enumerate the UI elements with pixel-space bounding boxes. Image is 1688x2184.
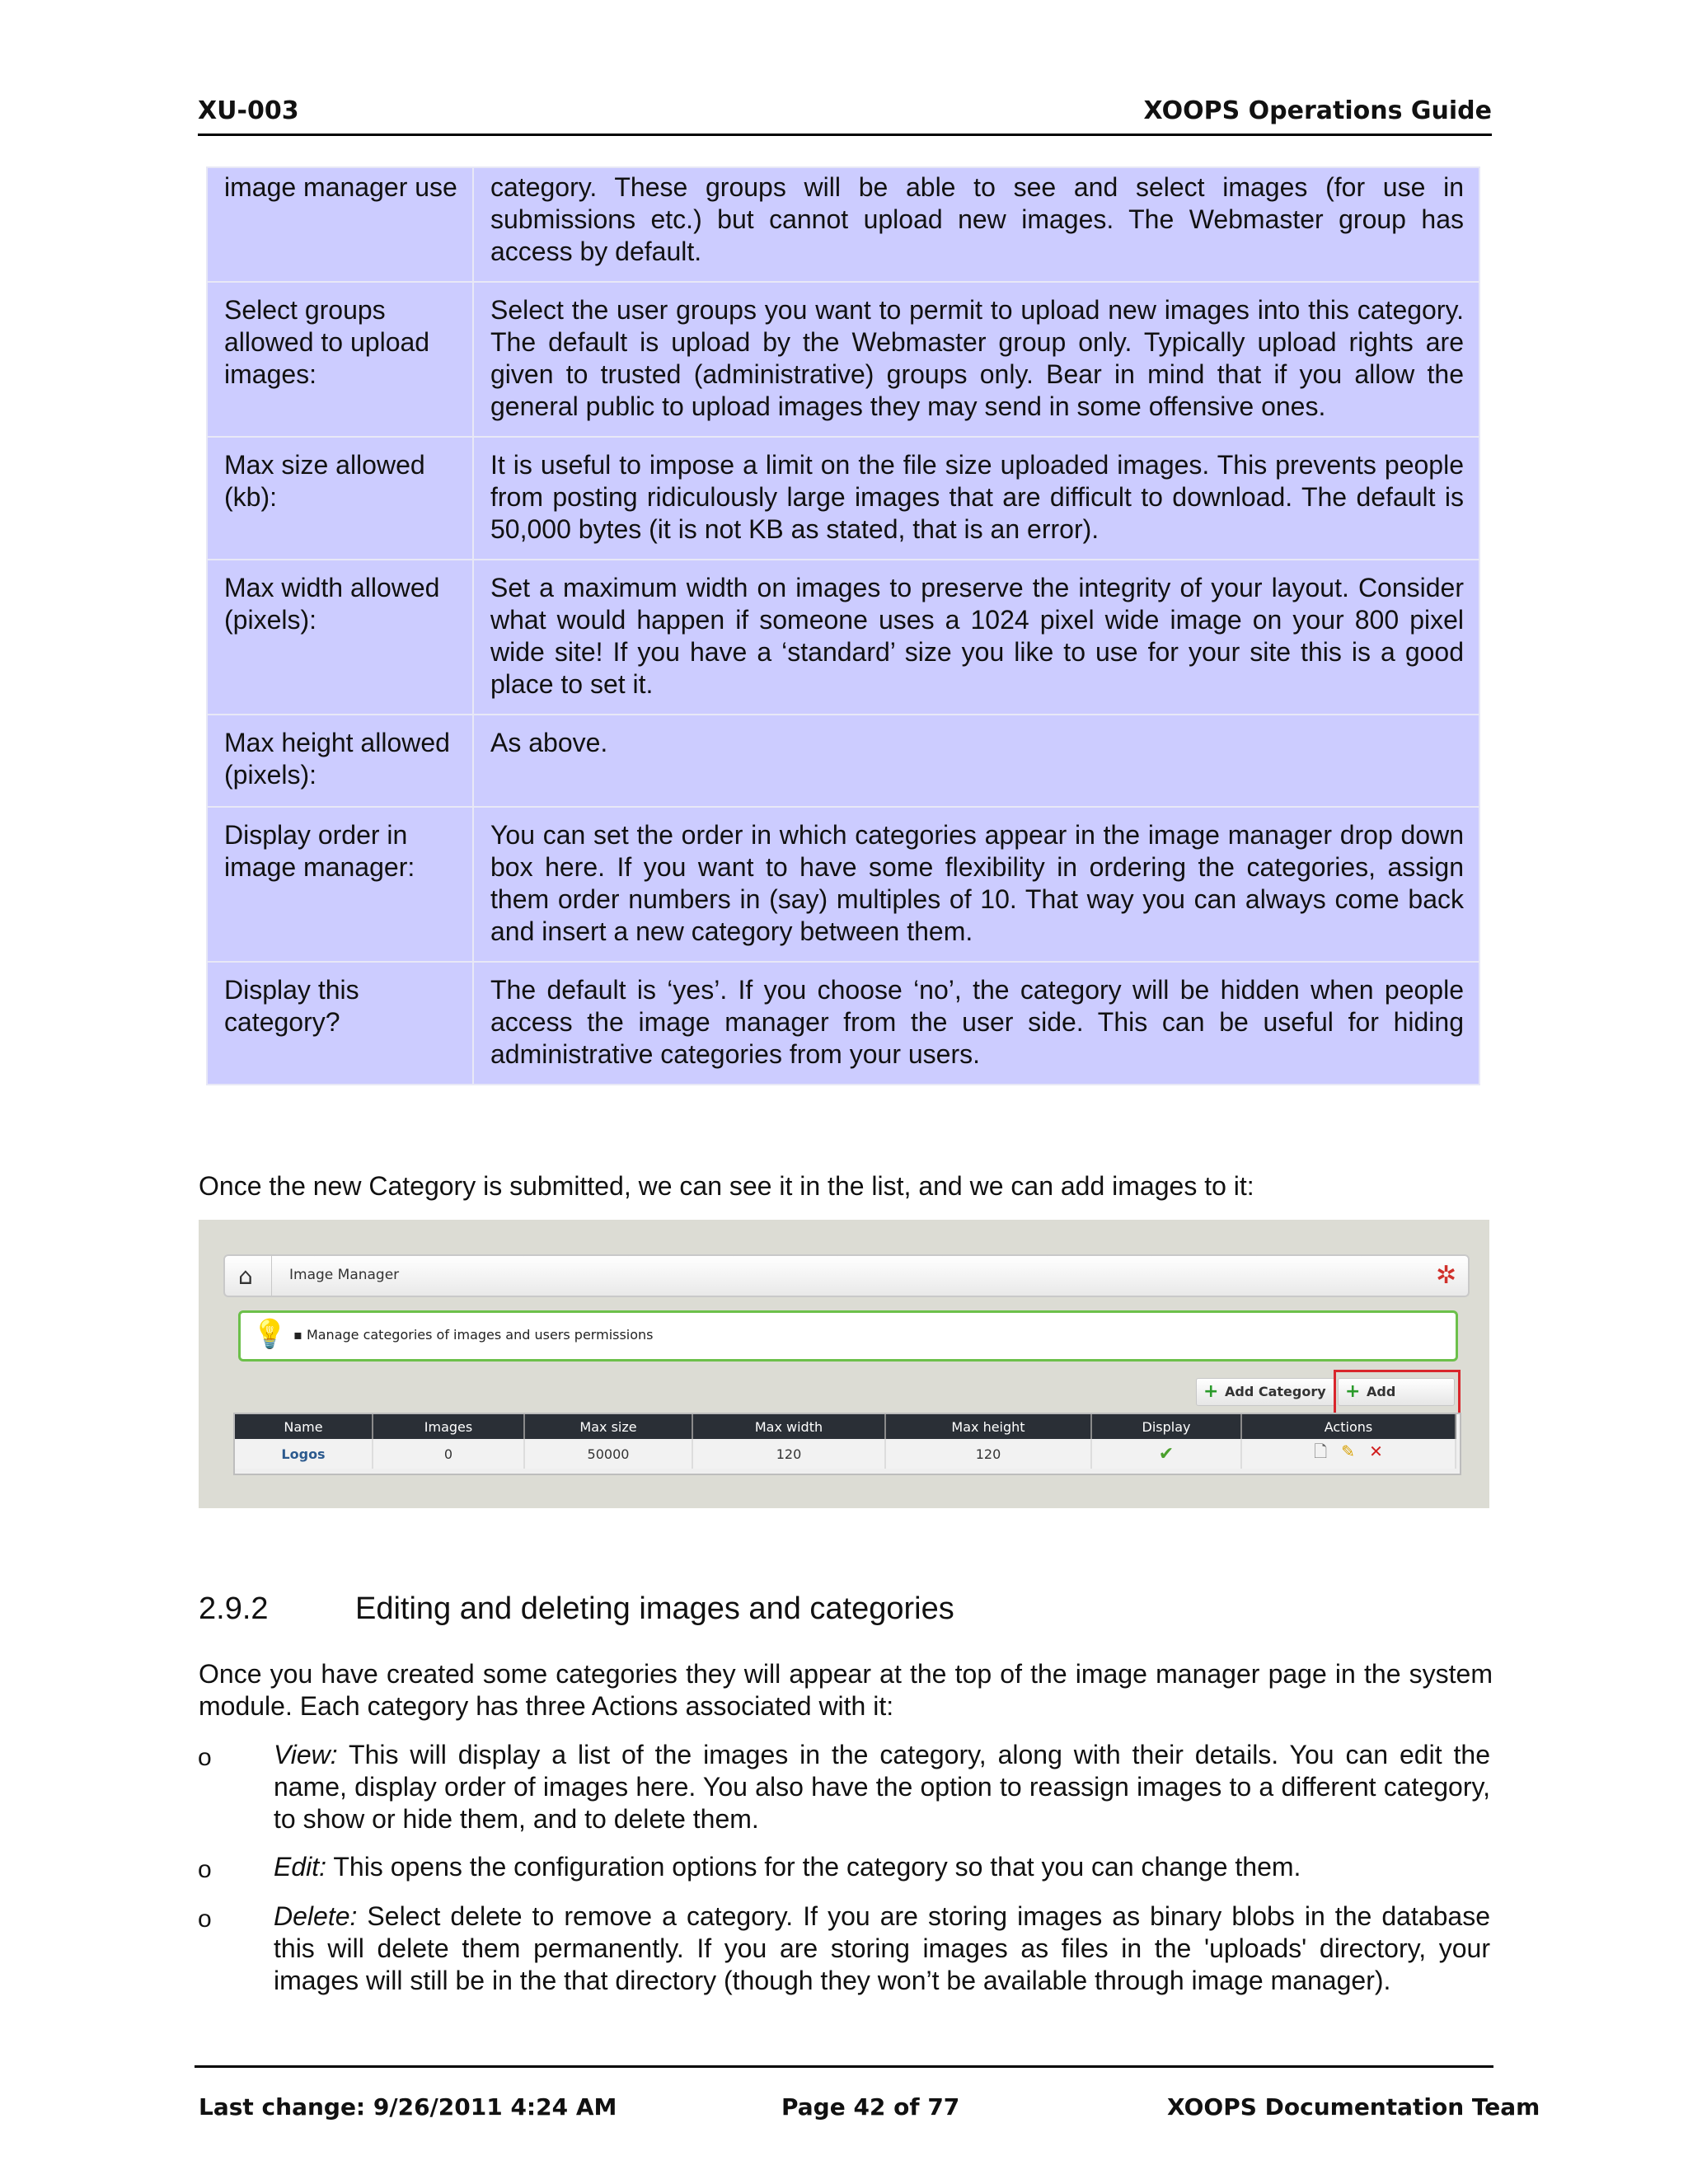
section-intro: Once you have created some categories they will appear at the top of the image manager page in the system module. Each category has three Actions associated with it: (199, 1659, 1493, 1721)
checkmark-icon: ✔ (1158, 1443, 1175, 1465)
add-category-button[interactable]: + Add Category (1196, 1378, 1336, 1406)
highlight-box (1334, 1370, 1461, 1419)
bullet-marker: o (198, 1744, 212, 1771)
option-label: Max height allowed (pixels): (207, 715, 473, 807)
footer-last-change: Last change: 9/26/2011 4:24 AM (199, 2093, 617, 2121)
column-header: Name (235, 1414, 373, 1439)
table-row (235, 1439, 1456, 1469)
edit-icon[interactable]: ✎ (1341, 1441, 1356, 1461)
option-label: image manager use (207, 167, 473, 282)
tip-box (238, 1310, 1458, 1361)
table-row (207, 807, 1479, 962)
lightbulb-icon: 💡 (252, 1318, 288, 1351)
doc-title: XOOPS Operations Guide (1143, 96, 1492, 125)
option-description: As above. (473, 715, 1479, 807)
table-row (207, 282, 1479, 437)
option-description: The default is ‘yes’. If you choose ‘no’, the category will be hidden when people access the image manager from the user side. This can be useful for hiding administrative categories from your users. (473, 962, 1479, 1085)
view-icon[interactable]: 🗋 (1314, 1441, 1328, 1461)
column-header: Max width (692, 1414, 885, 1439)
footer-page-number: Page 42 of 77 (781, 2093, 960, 2121)
option-label: Display this category? (207, 962, 473, 1085)
images-count: 0 (373, 1439, 524, 1469)
table-row (207, 437, 1479, 560)
category-options-table (206, 166, 1480, 1085)
column-header: Images (373, 1414, 524, 1439)
table-row (207, 715, 1479, 807)
doc-id: XU-003 (198, 96, 299, 125)
breadcrumb (223, 1254, 1470, 1297)
column-header: Max height (885, 1414, 1091, 1439)
table-row (207, 560, 1479, 715)
list-item: Edit: This opens the configuration options for the category so that you can change them. (274, 1852, 1301, 1882)
intro-paragraph: Once the new Category is submitted, we can see it in the list, and we can add images to it: (199, 1171, 1254, 1201)
option-description: You can set the order in which categories appear in the image manager drop down box here. If you want to have some flexibility in ordering the categories, assign them order numbers in (say) multiples of 10. That way you can always come back and insert a new category between them. (473, 807, 1479, 962)
section-number: 2.9.2 (199, 1591, 269, 1626)
page-header (198, 92, 1492, 136)
tip-text: ▪ Manage categories of images and users permissions (293, 1327, 654, 1343)
table-row (207, 167, 1479, 282)
bullet-marker: o (198, 1905, 212, 1933)
breadcrumb-title[interactable]: Image Manager (289, 1267, 400, 1283)
add-image-button[interactable]: + Add (1338, 1378, 1455, 1406)
home-icon[interactable]: ⌂ (238, 1263, 253, 1290)
list-item: Delete: Select delete to remove a category. If you are storing images as binary blobs in the database this will delete them permanently. If you are storing images as files in the 'uploads' directory, your images will still be in the that directory (though they won’t be available through image manager). (274, 1901, 1490, 1995)
delete-icon[interactable]: ✕ (1369, 1441, 1383, 1461)
option-label: Max width allowed (pixels): (207, 560, 473, 715)
category-name-link[interactable]: Logos (235, 1439, 373, 1469)
list-item: View: This will display a list of the images in the category, along with their details. You can edit the name, display order of images here. You also have the option to reassign images to a different category, to show or hide them, and to delete them. (274, 1740, 1490, 1834)
image-manager-screenshot (199, 1220, 1489, 1508)
section-title: Editing and deleting images and categories (355, 1591, 954, 1626)
plus-icon: + (1203, 1381, 1219, 1402)
max-height-value: 120 (885, 1439, 1091, 1469)
divider (271, 1256, 272, 1296)
actions-cell (1241, 1439, 1456, 1469)
table-row (207, 962, 1479, 1085)
column-header: Max size (524, 1414, 692, 1439)
footer-divider (195, 2065, 1493, 2068)
option-label: Max size allowed (kb): (207, 437, 473, 560)
max-width-value: 120 (692, 1439, 885, 1469)
bullet-marker: o (198, 1856, 212, 1883)
option-description: It is useful to impose a limit on the file size uploaded images. This prevents people from posting ridiculously large images that are difficult to download. The default is 50,000 bytes (it is not KB as stated, that is an error). (473, 437, 1479, 560)
plus-icon: + (1345, 1381, 1361, 1402)
option-description: Select the user groups you want to permit to upload new images into this category. The default is upload by the Webmaster group only. Typically upload rights are given to trusted (administrative) groups only. Bear in mind that if you allow the general public to upload images they may send in some offensive ones. (473, 282, 1479, 437)
xoops-logo-icon: ✲ (1435, 1261, 1456, 1290)
footer-team: XOOPS Documentation Team (1167, 2093, 1540, 2121)
option-label: Display order in image manager: (207, 807, 473, 962)
column-header: Display (1091, 1414, 1241, 1439)
column-header: Actions (1241, 1414, 1456, 1439)
option-description: Set a maximum width on images to preserve the integrity of your layout. Consider what would happen if someone uses a 1024 pixel wide image on your 800 pixel wide site! If you have a ‘standard’ size you like to use for your site this is a good place to set it. (473, 560, 1479, 715)
option-label: Select groups allowed to upload images: (207, 282, 473, 437)
option-description: category. These groups will be able to see and select images (for use in submissions etc.) but cannot upload new images. The Webmaster group has access by default. (473, 167, 1479, 282)
display-cell (1091, 1439, 1241, 1469)
categories-table (235, 1414, 1456, 1469)
max-size-value: 50000 (524, 1439, 692, 1469)
